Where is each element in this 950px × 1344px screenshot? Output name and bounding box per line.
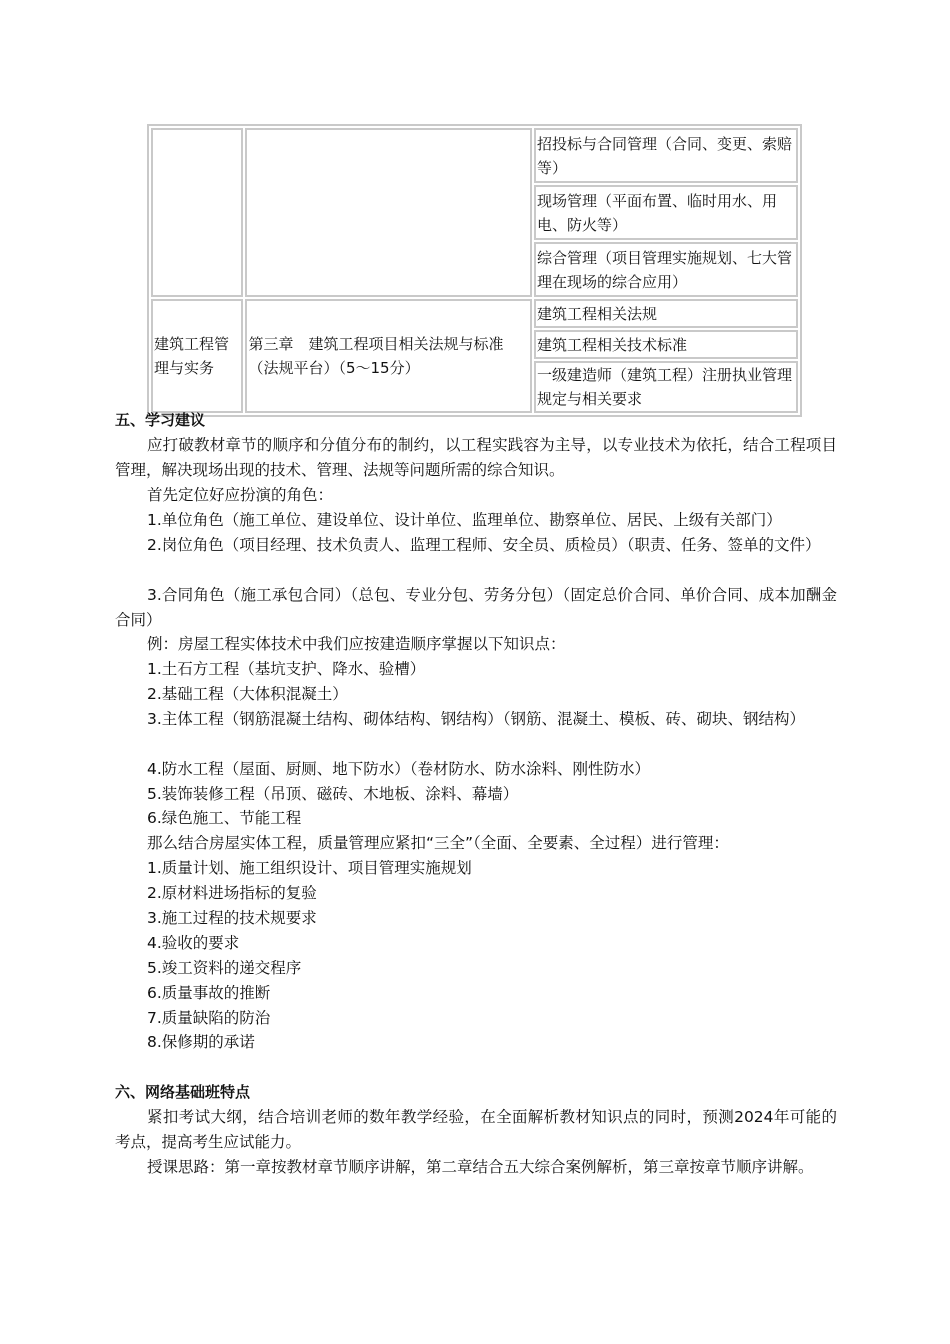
section-5-title: 五、学习建议 (115, 411, 206, 429)
syllabus-table (147, 124, 802, 417)
example-item: 5.装饰装修工程（吊顶、磁砖、木地板、涂料、幕墙） (147, 785, 519, 803)
quality-item: 5.竣工资料的递交程序 (147, 959, 302, 977)
example-item: 3.主体工程（钢筋混凝土结构、砌体结构、钢结构）（钢筋、混凝土、模板、砖、砌块、钢结构） (147, 710, 806, 728)
role-item: 2.岗位角色（项目经理、技术负责人、监理工程师、安全员、质检员）（职责、任务、签单的文件） (147, 536, 821, 554)
topic-cell: 一级建造师（建筑工程）注册执业管理规定与相关要求 (534, 361, 798, 413)
subject-cell: 建筑工程管理与实务 (151, 299, 243, 413)
section-6-title: 六、网络基础班特点 (115, 1083, 251, 1101)
section-5-intro: 应打破教材章节的顺序和分值分布的制约，以工程实践容为主导，以专业技术为依托，结合工程项目管理，解决现场出现的技术、管理、法规等问题所需的综合知识。 (115, 436, 837, 479)
topic-cell: 建筑工程相关技术标准 (534, 330, 798, 359)
example-item: 2.基础工程（大体积混凝土） (147, 685, 348, 703)
quality-heading: 那么结合房屋实体工程，质量管理应紧扣“三全”（全面、全要素、全过程）进行管理： (147, 834, 729, 852)
topic-cell: 招投标与合同管理（合同、变更、索赔等） (534, 128, 798, 183)
example-item: 1.土石方工程（基坑支护、降水、验槽） (147, 660, 426, 678)
quality-item: 7.质量缺陷的防治 (147, 1009, 271, 1027)
quality-item: 3.施工过程的技术规要求 (147, 909, 317, 927)
topic-cell: 综合管理（项目管理实施规划、七大管理在现场的综合应用） (534, 242, 798, 297)
section-6-para: 授课思路：第一章按教材章节顺序讲解，第二章结合五大综合案例解析，第三章按章节顺序讲解。 (147, 1158, 814, 1176)
topic-cell: 现场管理（平面布置、临时用水、用电、防火等） (534, 185, 798, 240)
subject-cell (151, 128, 243, 297)
role-item: 3.合同角色（施工承包合同）（总包、专业分包、劳务分包）（固定总价合同、单价合同、成本加酬金合同） (115, 586, 837, 629)
table-row (151, 299, 798, 328)
role-item: 1.单位角色（施工单位、建设单位、设计单位、监理单位、勘察单位、居民、上级有关部门） (147, 511, 782, 529)
quality-item: 2.原材料进场指标的复验 (147, 884, 317, 902)
quality-item: 4.验收的要求 (147, 934, 240, 952)
quality-item: 1.质量计划、施工组织设计、项目管理实施规划 (147, 859, 472, 877)
topic-cell: 建筑工程相关法规 (534, 299, 798, 328)
chapter-cell (245, 128, 532, 297)
roles-heading: 首先定位好应扮演的角色： (147, 486, 334, 504)
chapter-cell: 第三章 建筑工程项目相关法规与标准（法规平台）（5～15分） (245, 299, 532, 413)
quality-item: 8.保修期的承诺 (147, 1033, 255, 1051)
example-item: 4.防水工程（屋面、厨厕、地下防水）（卷材防水、防水涂料、刚性防水） (147, 760, 651, 778)
table-row (151, 128, 798, 183)
example-heading: 例：房屋工程实体技术中我们应按建造顺序掌握以下知识点： (147, 635, 566, 653)
quality-item: 6.质量事故的推断 (147, 984, 271, 1002)
example-item: 6.绿色施工、节能工程 (147, 809, 302, 827)
section-6-para: 紧扣考试大纲，结合培训老师的数年教学经验，在全面解析教材知识点的同时，预测2024年可能的考点，提高考生应试能力。 (115, 1108, 837, 1151)
